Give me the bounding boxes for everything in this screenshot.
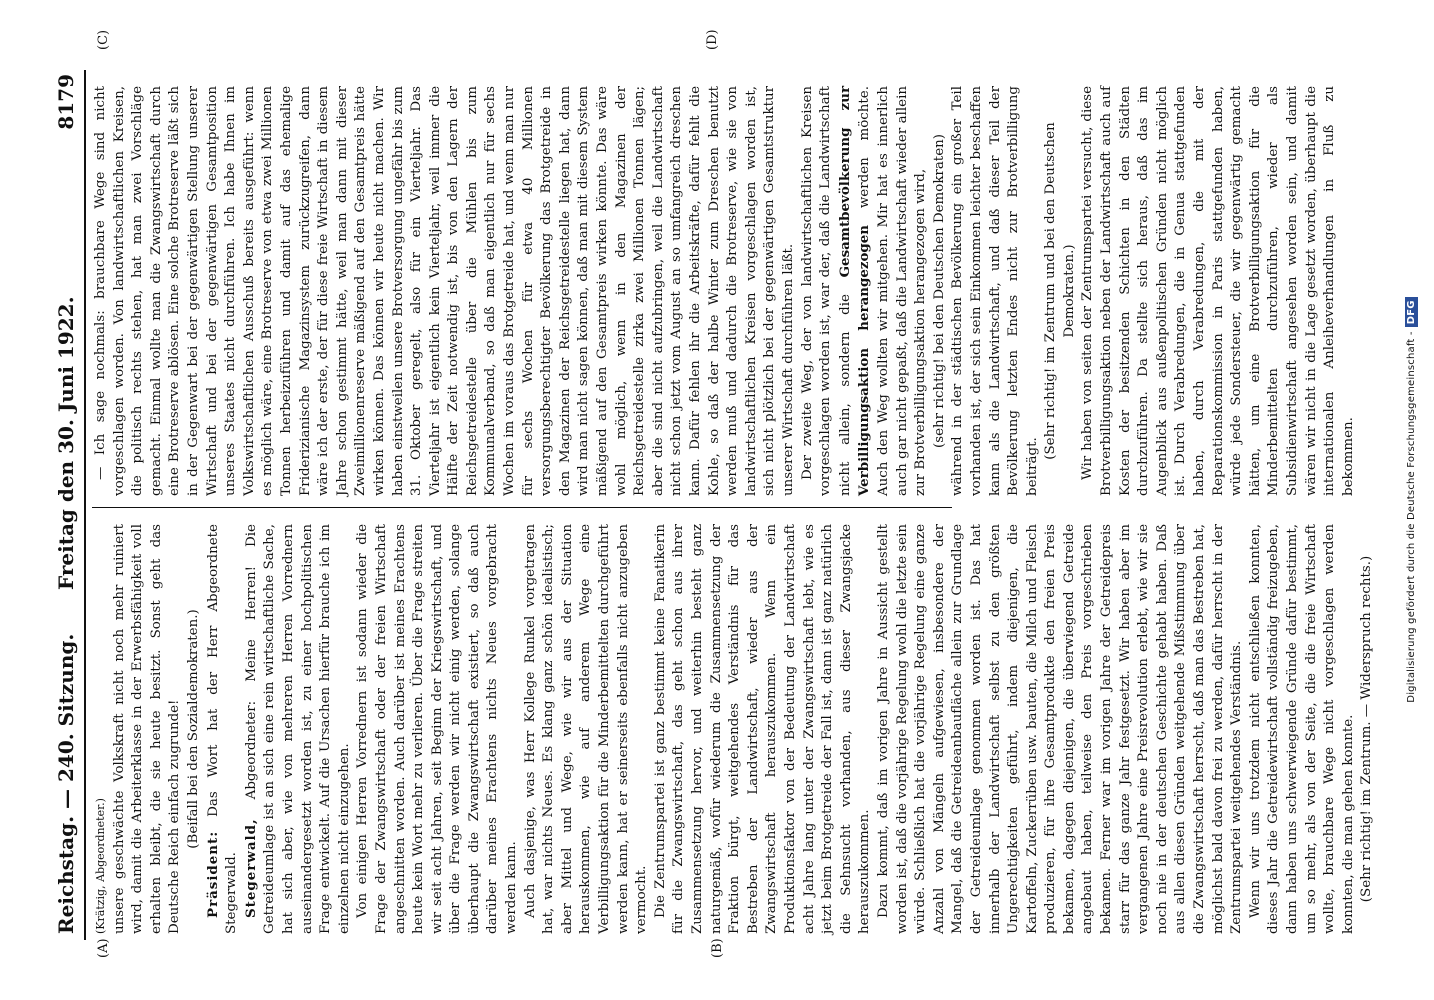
column-divider: [92, 507, 952, 508]
paragraph: Dazu kommt, daß im vorigen Jahre in Aussicht gestellt worden ist, daß die vorjährige Regelung wohl die letzte sein würde. Schließlich hat die vorjährige Regelung eine ganze Anzahl von Mängeln aufgewiesen, insbesondere der Mangel, daß die Getreideanbaufläche allein zur Grundlage der Getreideumlage genommen worden ist. Das hat innerhalb der Landwirtschaft selbst zu den größten Ungerechtigkeiten geführt, indem diejenigen, die Kartoffeln, Zuckerrüben usw. bauten, die Milch und Fleisch produzieren, für ihre Gesamtprodukte den freien Preis bekamen, dagegen diejenigen, die überwiegend Getreide angebaut haben, teilweise den Preis vorgeschrieben bekamen. Ferner war im vorigen Jahre der Getreidepreis starr für das ganze Jahr festgesetzt. Wir haben aber im vergangenen Jahre eine Preisrevolution erlebt, wie wir sie noch nie in der deutschen Geschichte gehabt haben. Daß aus allen diesen Gründen weitgehende Mißstimmung über die Zwangswirtschaft herrscht, daß man das Bestreben hat, möglichst bald davon frei zu werden, dafür herrscht in der Zentrumspartei weitgehendes Verständnis.: [875, 524, 1245, 934]
speech-text: Meine Herren! Die Getreideumlage ist an sich eine rein wirtschaftliche Sache, hat sich aber, wie von mehreren Herren Vorrednern auseinandergesetzt worden ist, zu einer hochpolitischen Frage entwickelt. Auf die Ursachen hierfür brauche ich im einzelnen nicht einzugehen.: [243, 524, 352, 934]
speaker-name: Stegerwald,: [242, 818, 259, 918]
paragraph: Auch dasjenige, was Herr Kollege Runkel vorgetragen hat, war nichts Neues. Es klang ganz schön idealistisch; aber Mittel und Wege, wie wir aus der Situation herauskommen, wie auf anderem Wege eine Verbilligungsaktion für die Minderbemittelten durchgeführt werden kann, hat er seinerseits ebenfalls nicht anzugeben vermocht.: [522, 524, 650, 934]
paragraph: Wenn wir uns trotzdem nicht entschließen konnten, dieses Jahr die Getreidewirtschaft vollständig freizugeben, dann haben uns schwerwiegende Gründe dafür bestimmt, um so mehr, als von der Seite, die die freie Wirtschaft wollte, brauchbare Wege nicht vorgeschlagen werden konnten, die man gehen konnte.: [1247, 524, 1356, 934]
interjection-note: (sehr richtig! bei den Deutschen Demokraten): [931, 134, 947, 448]
president-paragraph: [204, 524, 242, 934]
speaker-tag: (Krätzig, Abgeordneter.): [94, 798, 107, 934]
paragraph: Wir haben von seiten der Zentrumspartei versucht, diese Brotverbilligungsaktion neben der Landwirtschaft auch auf Kosten der besitzenden Schichten in den Städten durchzuführen. Da stellte sich heraus, daß das im Augenblick aus außenpolitischen Gründen nicht möglich ist. Durch Verabredungen, die in Genua stattgefunden haben, durch Verabredungen, die mit der Reparationskommission in Paris stattgefunden haben, würde jede Sondersteuer, die wir gegenwärtig gemacht hätten, um eine Brotverbilligungsaktion für die Minderbemittelten durchzuführen, wieder als Subsidienwirtschaft angesehen worden sein, und damit wären wir nicht in die Lage gesetzt worden, überhaupt die internationalen Anleiheverhandlungen in Fluß zu bekommen.: [1080, 86, 1356, 496]
speaker-role: Abgeordneter:: [243, 700, 259, 800]
paragraph: Die Zentrumspartei ist ganz bestimmt keine Fanatikerin für die Zwangswirtschaft, das geht schon aus ihrer Zusammensetzung hervor, und weiterhin besteht ganz naturgemäß, wofür wiederum die Zusammensetzung der Fraktion bürgt, weitgehendes Verständnis für das Bestreben der Landwirtschaft, wieder aus der Zwangswirtschaft herauszukommen. Wenn ein Produktionsfaktor von der Bedeutung der Landwirtschaft acht Jahre lang unter der Zwangswirtschaft lebt, wie es jetzt beim Brotgetreide der Fall ist, dann ist ganz natürlich die Sehnsucht vorhanden, aus dieser Zwangsjacke herauszukommen.: [652, 524, 873, 934]
right-column: [92, 86, 1356, 496]
paragraph-text: Der zweite Weg, der von landwirtschaftlichen Kreisen vorgeschlagen worden ist, war der, daß die Landwirtschaft nicht allein, sondern die: [799, 86, 853, 496]
interjection-note: (Sehr richtig! im Zentrum und bei den Deutschen Demokraten.): [1043, 122, 1077, 460]
header-rule: [84, 70, 86, 940]
header-chamber-session: Reichstag. — 240. Sitzung.: [54, 633, 78, 934]
interjection-note: (Sehr richtig! im Zentrum. — Widerspruch rechts.): [1359, 555, 1375, 903]
page-header: [22, 70, 84, 940]
margin-marker-d: (D): [705, 29, 720, 50]
paragraph: Von einigen Herren Vorrednern ist sodann wieder die Frage der Zwangswirtschaft oder der freien Wirtschaft angeschnitten worden. Auch darüber ist meines Erachtens heute kein Wort mehr zu verlieren. Über die Frage streiten wir seit acht Jahren, seit Beginn der Kriegswirtschaft, und über die Frage werden wir nicht einig werden, solange überhaupt die Zwangswirtschaft existiert, so daß auch darüber meines Erachtens nichts Neues vorgebracht werden kann.: [355, 524, 520, 934]
digitization-footer: [1405, 10, 1418, 990]
paragraph: während in der städtischen Bevölkerung ein großer Teil vorhanden ist, der sich sein Einkommen leichter beschaffen kann als die Landwirtschaft, und daß dieser Teil der Bevölkerung letzten Endes nicht zur Brotverbilligung beiträgt.: [950, 86, 1040, 496]
dfg-badge: DFG: [1405, 297, 1418, 327]
margin-marker-c: (C): [96, 29, 111, 50]
emphasis-text: Gesamtbevölkerung zur Verbilligungsaktion herangezogen: [836, 86, 873, 496]
applause-note: (Beifall bei den Sozialdemokraten.): [185, 609, 201, 849]
footer-text: Digitalisierung gefördert durch die Deutsche Forschungsgemeinschaft -: [1406, 331, 1417, 703]
paragraph-text: werden möchte. Auch den Weg wollten wir mitgehen. Mir hat es innerlich auch gar nicht gepaßt, daß die Landwirtschaft wieder allein zur Brotverbilligungsaktion herangezogen wird,: [857, 86, 929, 496]
paragraph: — Ich sage nochmals: brauchbare Wege sind nicht vorgeschlagen worden. Von landwirtschaftlichen Kreisen, die politisch rechts stehen, hat man zwei Vorschläge gemacht. Einmal wollte man die Zwangswirtschaft durch eine Brotreserve ablösen. Eine solche Brotreserve läßt sich in der Gegenwart bei der gegenwärtigen Stellung unserer Wirtschaft und bei der gegenwärtigen Gesamtposition unseres Staates nicht durchführen. Ich habe Ihnen im Volkswirtschaftlichen Ausschuß bereits ausgeführt: wenn es möglich wäre, eine Brotreserve von etwa zwei Millionen Tonnen herbeizuführen und damit auf das ehemalige Friderizianische Magazinsystem zurückzugreifen, dann wäre ich der erste, der für diese freie Wirtschaft in diesem Jahre schon gestimmt hätte, weil man dann mit dieser Zweimillionenreserve mäßigend auf den Gesamtpreis hätte wirken können. Das können wir heute nicht machen. Wir haben einstweilen unsere Brotversorgung ungefähr bis zum 31. Oktober geregelt, also für ein Vierteljahr. Das Vierteljahr ist eigentlich kein Vierteljahr, weil immer die Hälfte der Zeit notwendig ist, bis von den Lagern der Reichsgetreidestelle über die Mühlen bis zum Kommunalverband, so daß man eigentlich nur für sechs Wochen im voraus das Brotgetreide hat, und wenn man nur für sechs Wochen für etwa 40 Millionen versorgungsberechtigter Bevölkerung das Brotgetreide in den Magazinen der Reichsgetreidestelle liegen hat, dann wird man nicht sagen können, daß man mit diesem System mäßigend auf den Gesamtpreis wirken könnte. Das wäre wohl möglich, wenn in den Magazinen der Reichsgetreidestelle zirka zwei Millionen Tonnen lägen; aber die sind nicht aufzubringen, weil die Landwirtschaft nicht schon jetzt vom August an so umfangreich dreschen kann. Dafür fehlen ihr die Arbeitskräfte, dafür fehlt die Kohle, so daß der halbe Winter zum Dreschen benutzt werden muß und dadurch die Brotreserve, wie sie von landwirtschaftlichen Kreisen vorgeschlagen worden ist, sich nicht plötzlich bei der gegenwärtigen Gesamtstruktur unserer Wirtschaft durchführen läßt.: [93, 86, 796, 496]
speech-paragraph: [242, 524, 355, 934]
paragraph: unsere geschwächte Volkskraft nicht noch mehr ruiniert wird, damit die Arbeiterklasse in der Erwerbsfähigkeit voll erhalten bleibt, die sie heute besitzt. Sonst geht das Deutsche Reich einfach zugrunde!: [111, 524, 183, 934]
paragraph: [799, 86, 931, 496]
margin-marker-a: (A): [96, 938, 111, 958]
page-number: 8179: [54, 74, 78, 130]
left-column: [92, 524, 1375, 934]
president-text: Das Wort hat der Herr Abgeordnete Stegerwald.: [205, 524, 240, 934]
header-date: Freitag den 30. Juni 1922.: [54, 296, 78, 590]
margin-marker-b: (B): [710, 938, 725, 958]
president-label: Präsident:: [204, 830, 221, 918]
